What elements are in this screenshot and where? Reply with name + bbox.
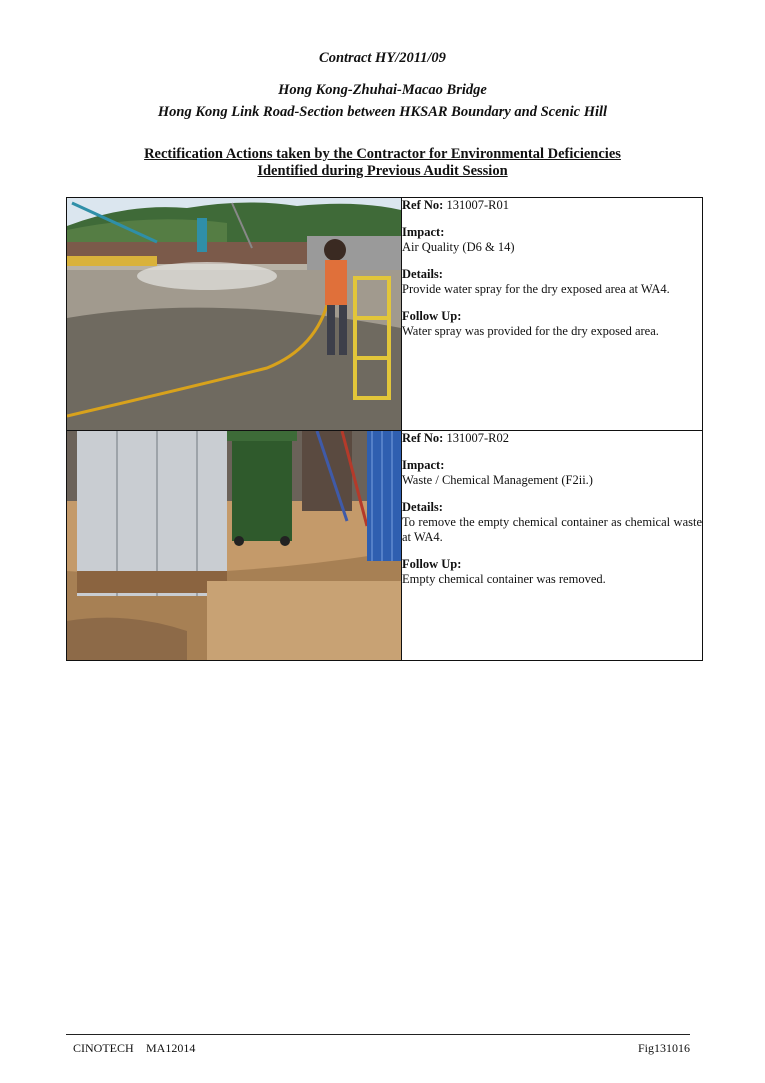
impact-value: Air Quality (D6 & 14) xyxy=(402,240,515,254)
follow-up-value: Water spray was provided for the dry exposed area. xyxy=(402,324,659,338)
info-cell xyxy=(402,198,703,431)
details-value: To remove the empty chemical container as chemical waste at WA4. xyxy=(402,515,702,544)
impact-label: Impact: xyxy=(402,458,445,472)
figure-number: Fig131016 xyxy=(637,1041,690,1055)
rectification-table xyxy=(66,197,703,661)
details-label: Details: xyxy=(402,267,443,281)
ref-no-label: Ref No: xyxy=(402,431,444,445)
ref-no-value: 131007-R02 xyxy=(446,431,509,445)
photo-cell xyxy=(67,431,402,661)
ref-no-value: 131007-R01 xyxy=(446,198,509,212)
photo-container-removed xyxy=(67,431,401,660)
footer-divider xyxy=(66,1034,690,1035)
footer-company: CINOTECH xyxy=(73,1041,134,1055)
follow-up-label: Follow Up: xyxy=(402,309,462,323)
photo-cell xyxy=(67,198,402,431)
impact-label: Impact: xyxy=(402,225,445,239)
follow-up-label: Follow Up: xyxy=(402,557,462,571)
section-name: Hong Kong Link Road-Section between HKSAR Boundary and Scenic Hill xyxy=(157,104,608,120)
footer-code: MA12014 xyxy=(146,1041,196,1055)
contract-number: Contract HY/2011/09 xyxy=(319,50,446,66)
impact-value: Waste / Chemical Management (F2ii.) xyxy=(402,473,593,487)
table-row xyxy=(67,431,703,661)
table-row xyxy=(67,198,703,431)
project-name: Hong Kong-Zhuhai-Macao Bridge xyxy=(278,82,487,98)
info-cell xyxy=(402,431,703,661)
details-label: Details: xyxy=(402,500,443,514)
ref-no-label: Ref No: xyxy=(402,198,444,212)
report-title-line2: Identified during Previous Audit Session xyxy=(257,163,508,179)
report-title-line1: Rectification Actions taken by the Contractor for Environmental Deficiencies xyxy=(144,146,621,162)
details-value: Provide water spray for the dry exposed area at WA4. xyxy=(402,282,670,296)
follow-up-value: Empty chemical container was removed. xyxy=(402,572,606,586)
photo-water-spray xyxy=(67,198,401,430)
